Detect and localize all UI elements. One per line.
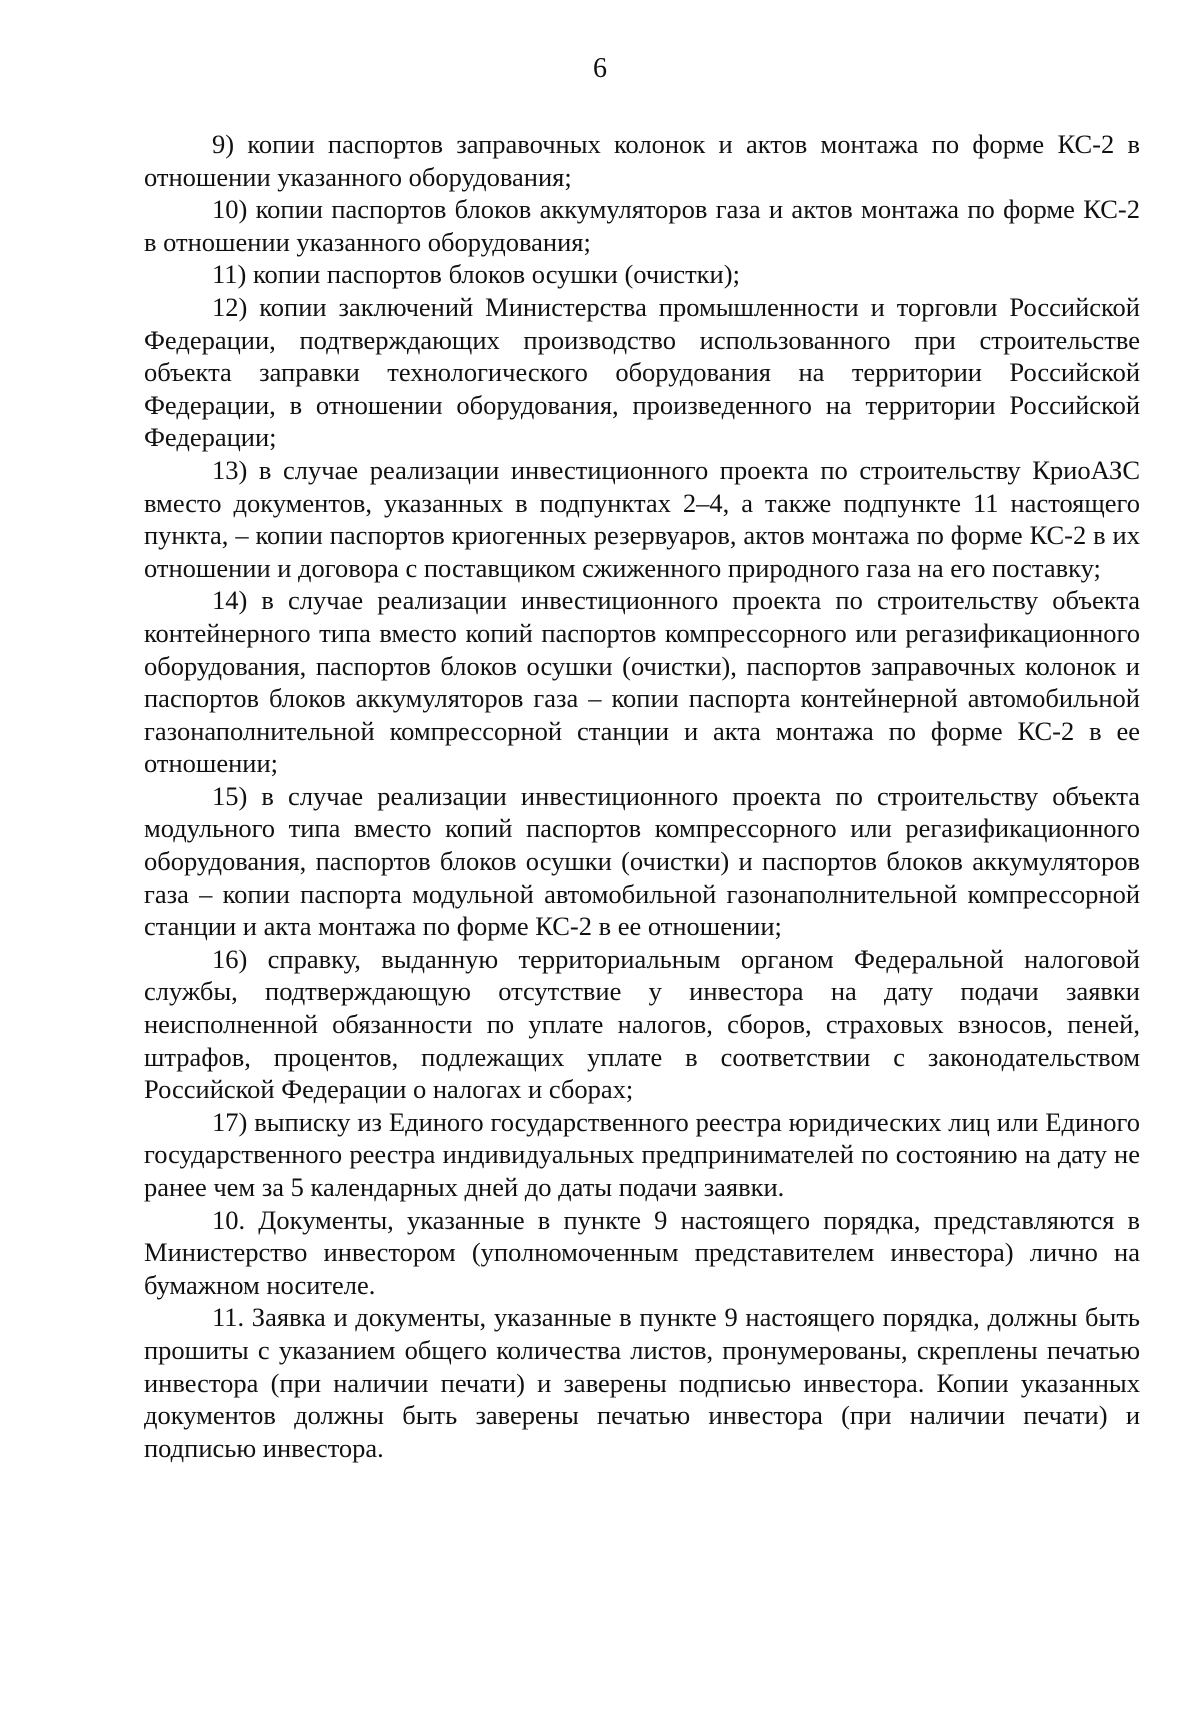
item-12-ministry-conclusions: 12) копии заключений Министерства промышленности и торговли Российской Федерации, подтверждающих производство использованного при строительстве объекта заправки технологического оборудования на территории Российской Федерации, в отношении оборудования, произведенного на территории Российской Федерации; [144, 291, 1140, 453]
item-16-tax-certificate: 16) справку, выданную территориальным органом Федеральной налоговой службы, подтверждающую отсутствие у инвестора на дату подачи заявки неисполненной обязанности по уплате налогов, сборов, страховых взносов, пеней, штрафов, процентов, подлежащих уплате в соответствии с законодательством Российской Федерации о налогах и сборах; [144, 943, 1140, 1105]
document-body [144, 128, 1140, 1464]
item-10-passports-gas-accumulators: 10) копии паспортов блоков аккумуляторов газа и актов монтажа по форме КС-2 в отношении указанного оборудования; [144, 194, 1140, 257]
item-13-cryo-station: 13) в случае реализации инвестиционного проекта по строительству КриоАЗС вместо документов, указанных в подпунктах 2–4, а также подпункте 11 настоящего пункта, – копии паспортов криогенных резервуаров, актов монтажа по форме КС-2 в их отношении и договора с поставщиком сжиженного природного газа на его поставку; [144, 454, 1140, 583]
item-11-passports-drying-units: 11) копии паспортов блоков осушки (очистки); [212, 259, 740, 290]
item-17-registry-extract: 17) выписку из Единого государственного реестра юридических лиц или Единого государственного реестра индивидуальных предпринимателей по состоянию на дату не ранее чем за 5 календарных дней до даты подачи заявки. [144, 1106, 1140, 1202]
item-14-container-type: 14) в случае реализации инвестиционного проекта по строительству объекта контейнерного типа вместо копий паспортов компрессорного или регазификационного оборудования, паспортов блоков осушки (очистки), паспортов заправочных колонок и паспортов блоков аккумуляторов газа – копии паспорта контейнерной автомобильной газонаполнительной компрессорной станции и акта монтажа по форме КС-2 в ее отношении; [144, 585, 1140, 779]
page-number: 6 [593, 53, 607, 84]
item-9-passports-fuel-dispensers: 9) копии паспортов заправочных колонок и актов монтажа по форме КС-2 в отношении указанного оборудования; [144, 129, 1140, 192]
item-15-modular-type: 15) в случае реализации инвестиционного проекта по строительству объекта модульного типа вместо копий паспортов компрессорного или регазификационного оборудования, паспортов блоков осушки (очистки) и паспортов блоков аккумуляторов газа – копии паспорта модульной автомобильной газонаполнительной компрессорной станции и акта монтажа по форме КС-2 в ее отношении; [144, 780, 1140, 942]
clause-10-submission: 10. Документы, указанные в пункте 9 настоящего порядка, представляются в Министерство инвестором (уполномоченным представителем инвестора) лично на бумажном носителе. [144, 1204, 1140, 1300]
clause-11-binding-requirements: 11. Заявка и документы, указанные в пункте 9 настоящего порядка, должны быть прошиты с указанием общего количества листов, пронумерованы, скреплены печатью инвестора (при наличии печати) и заверены подписью инвестора. Копии указанных документов должны быть заверены печатью инвестора (при наличии печати) и подписью инвестора. [144, 1302, 1140, 1463]
